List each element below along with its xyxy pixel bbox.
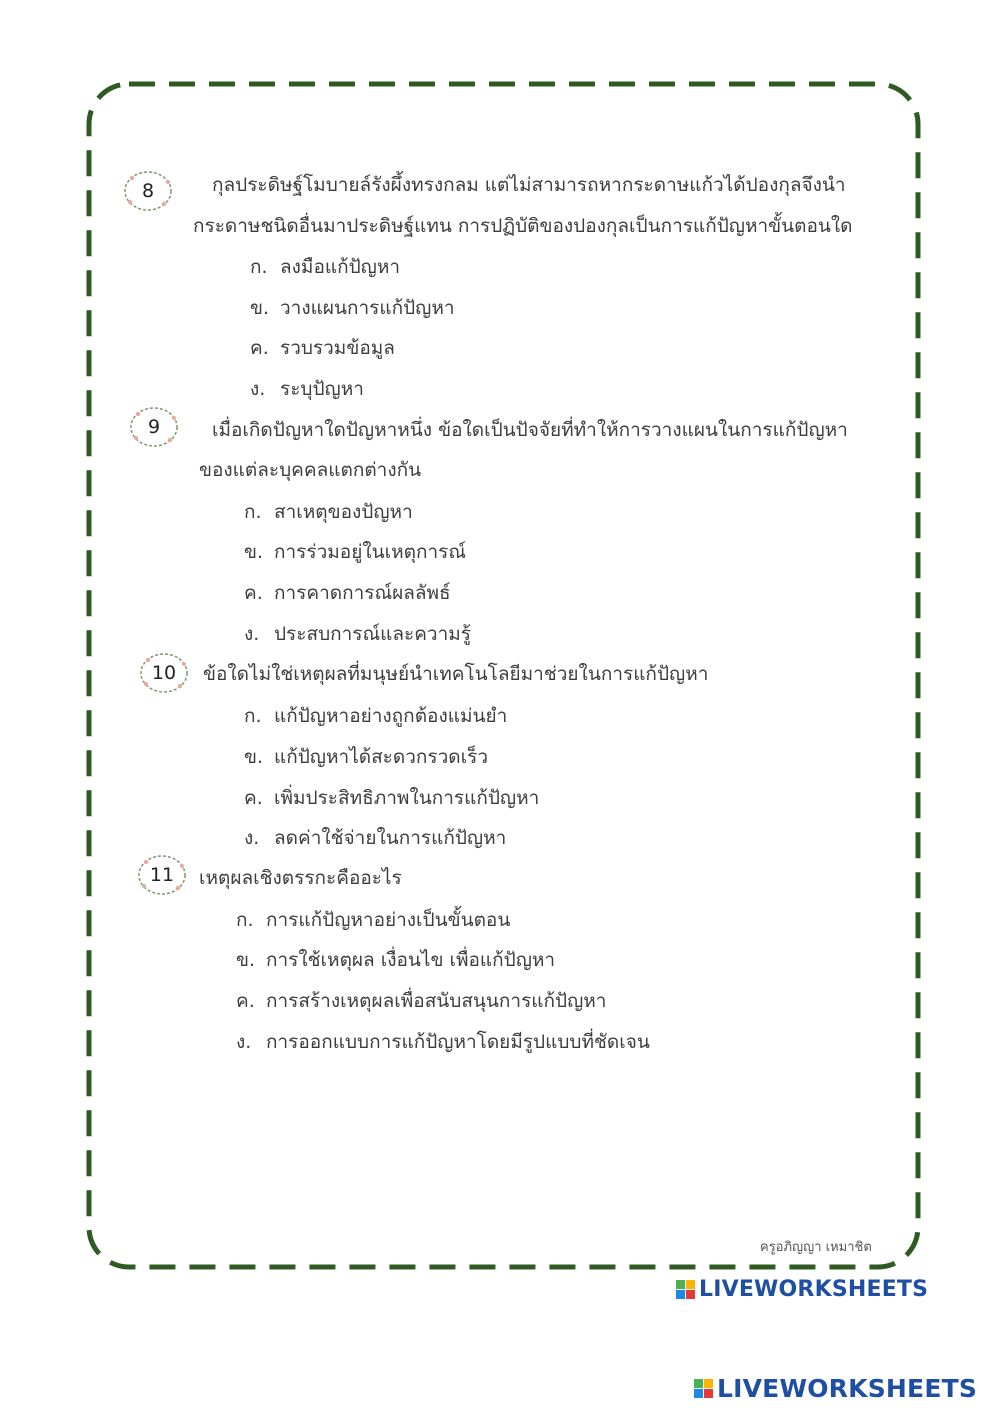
question-number-badge (136, 852, 188, 898)
answer-option[interactable] (244, 614, 471, 654)
option-text: การคาดการณ์ผลลัพธ์ (274, 582, 451, 604)
option-marker: ค. (236, 990, 255, 1012)
option-marker: ง. (244, 623, 260, 645)
answer-option[interactable] (250, 328, 395, 368)
option-text: การร่วมอยู่ในเหตุการณ์ (274, 541, 466, 563)
answer-option[interactable] (244, 818, 506, 858)
question-text-line: ข้อใดไม่ใช่เหตุผลที่มนุษย์นำเทคโนโลยีมาช่วยในการแก้ปัญหา (203, 663, 709, 685)
answer-option[interactable] (250, 247, 400, 287)
option-marker: ข. (244, 746, 264, 768)
question-number: 11 (149, 864, 175, 886)
liveworksheets-logo[interactable] (676, 1277, 928, 1302)
answer-option[interactable] (236, 900, 510, 940)
option-marker: ก. (250, 256, 268, 278)
option-marker: ก. (236, 909, 254, 931)
answer-option[interactable] (236, 981, 606, 1021)
question-number: 10 (151, 662, 177, 684)
answer-option[interactable] (236, 1022, 650, 1062)
answer-option[interactable] (244, 532, 466, 572)
question-number-badge (128, 404, 180, 450)
question-text-line: เหตุผลเชิงตรรกะคืออะไร (199, 867, 402, 889)
logo-grid-icon (676, 1280, 695, 1299)
answer-option[interactable] (250, 288, 455, 328)
option-text: สาเหตุของปัญหา (274, 501, 413, 523)
answer-option[interactable] (244, 778, 539, 818)
question-number: 8 (141, 180, 155, 202)
option-marker: ข. (236, 949, 256, 971)
question-number-badge (138, 650, 190, 696)
logo-grid-icon (694, 1379, 713, 1398)
option-text: ลดค่าใช้จ่ายในการแก้ปัญหา (274, 827, 507, 849)
option-text: ประสบการณ์และความรู้ (274, 623, 472, 645)
liveworksheets-logo[interactable] (694, 1374, 977, 1403)
answer-option[interactable] (244, 696, 507, 736)
option-marker: ก. (244, 501, 262, 523)
option-marker: ง. (236, 1031, 252, 1053)
answer-option[interactable] (250, 369, 364, 409)
question-text-line: เมื่อเกิดปัญหาใดปัญหาหนึ่ง ข้อใดเป็นปัจจัยที่ทำให้การวางแผนในการแก้ปัญหา (212, 419, 848, 441)
option-text: รวบรวมข้อมูล (280, 337, 395, 359)
author-credit: ครูอภิญญา เหมาชิต (760, 1240, 872, 1255)
question-text-line: กุลประดิษฐ์โมบายล์รังผึ้งทรงกลม แต่ไม่สามารถหากระดาษแก้วได้ปองกุลจึงนำ (212, 174, 846, 196)
answer-option[interactable] (244, 737, 488, 777)
option-marker: ค. (244, 582, 263, 604)
option-text: การใช้เหตุผล เงื่อนไข เพื่อแก้ปัญหา (266, 949, 556, 971)
option-text: เพิ่มประสิทธิภาพในการแก้ปัญหา (274, 787, 540, 809)
brand-name: LIVEWORKSHEETS (717, 1374, 978, 1403)
option-text: การสร้างเหตุผลเพื่อสนับสนุนการแก้ปัญหา (266, 990, 607, 1012)
option-text: ระบุปัญหา (280, 378, 364, 400)
option-text: การแก้ปัญหาอย่างเป็นขั้นตอน (266, 909, 511, 931)
option-text: แก้ปัญหาได้สะดวกรวดเร็ว (274, 746, 488, 768)
answer-option[interactable] (236, 940, 555, 980)
option-marker: ง. (250, 378, 266, 400)
option-text: แก้ปัญหาอย่างถูกต้องแม่นยำ (274, 705, 508, 727)
option-text: การออกแบบการแก้ปัญหาโดยมีรูปแบบที่ชัดเจน (266, 1031, 650, 1053)
option-marker: ค. (244, 787, 263, 809)
question-text-line: กระดาษชนิดอื่นมาประดิษฐ์แทน การปฏิบัติของปองกุลเป็นการแก้ปัญหาขั้นตอนใด (193, 215, 853, 237)
option-marker: ง. (244, 827, 260, 849)
option-marker: ค. (250, 337, 269, 359)
question-text-line: ของแต่ละบุคคลแตกต่างกัน (199, 459, 422, 481)
brand-name: LIVEWORKSHEETS (699, 1277, 929, 1302)
option-text: วางแผนการแก้ปัญหา (280, 297, 455, 319)
question-number: 9 (147, 416, 161, 438)
question-number-badge (122, 168, 174, 214)
answer-option[interactable] (244, 573, 451, 613)
option-text: ลงมือแก้ปัญหา (280, 256, 401, 278)
answer-option[interactable] (244, 492, 413, 532)
option-marker: ก. (244, 705, 262, 727)
option-marker: ข. (244, 541, 264, 563)
option-marker: ข. (250, 297, 270, 319)
